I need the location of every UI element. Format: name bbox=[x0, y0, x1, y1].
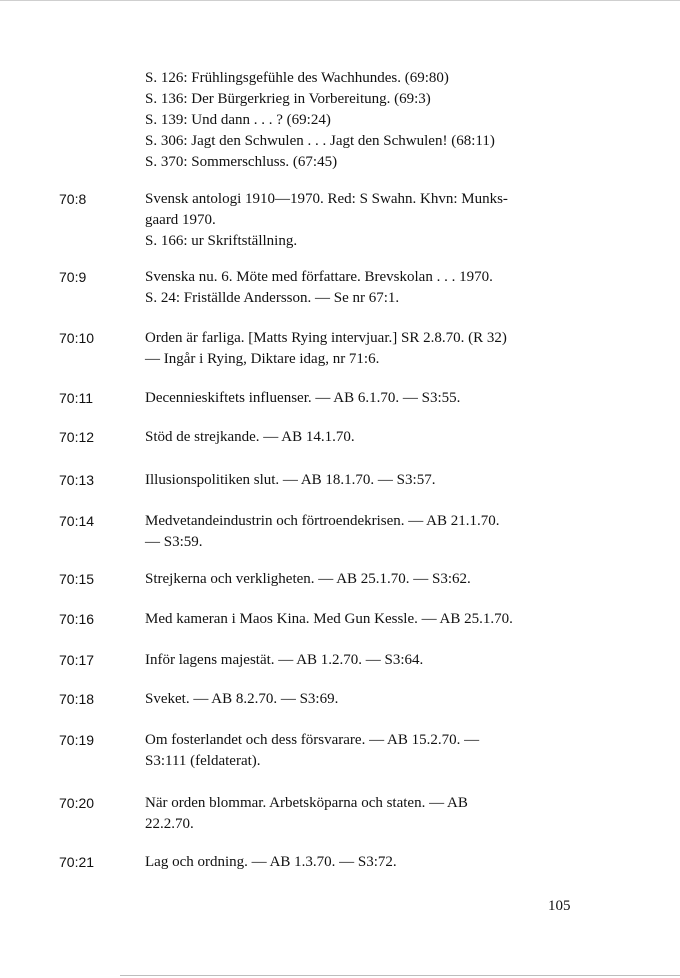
entry-text bbox=[145, 427, 575, 448]
entry-line: — S3:59. bbox=[145, 534, 203, 550]
entry-line: S. 24: Friställde Andersson. — Se nr 67:1. bbox=[145, 290, 400, 306]
entry-number: 70:21 bbox=[59, 854, 95, 870]
entry-line: S. 166: ur Skriftställning. bbox=[145, 233, 298, 249]
entry-text bbox=[145, 511, 575, 553]
entry-text bbox=[145, 852, 575, 873]
entry-number: 70:11 bbox=[59, 390, 93, 406]
page-number: 105 bbox=[548, 898, 571, 914]
entry-number: 70:10 bbox=[59, 330, 95, 346]
continuation-block bbox=[145, 68, 585, 173]
continuation-line: S. 126: Frühlingsgefühle des Wachhundes. (69:80) bbox=[145, 70, 449, 86]
continuation-line: S. 370: Sommerschluss. (67:45) bbox=[145, 154, 338, 170]
entry-line: Om fosterlandet och dess försvarare. — AB 15.2.70. — bbox=[145, 732, 480, 748]
entry-line: Medvetandeindustrin och förtroendekrisen. — AB 21.1.70. bbox=[145, 513, 500, 529]
entry-text bbox=[145, 569, 575, 590]
entry-line: Strejkerna och verkligheten. — AB 25.1.70. — S3:62. bbox=[145, 571, 471, 587]
entry-text bbox=[145, 267, 575, 309]
top-rule bbox=[0, 0, 680, 1]
entry-number: 70:16 bbox=[59, 611, 95, 627]
entry-number: 70:9 bbox=[59, 269, 87, 285]
entry-line: 22.2.70. bbox=[145, 816, 194, 832]
entry-text bbox=[145, 609, 575, 630]
entry-number: 70:14 bbox=[59, 513, 95, 529]
entry-number: 70:15 bbox=[59, 571, 95, 587]
entry-line: Inför lagens majestät. — AB 1.2.70. — S3:64. bbox=[145, 652, 424, 668]
continuation-line: S. 306: Jagt den Schwulen . . . Jagt den Schwulen! (68:11) bbox=[145, 133, 495, 149]
entry-line: Stöd de strejkande. — AB 14.1.70. bbox=[145, 429, 355, 445]
continuation-line: S. 139: Und dann . . . ? (69:24) bbox=[145, 112, 331, 128]
entry-line: Illusionspolitiken slut. — AB 18.1.70. — S3:57. bbox=[145, 472, 436, 488]
entry-text bbox=[145, 189, 575, 252]
entry-line: Svenska nu. 6. Möte med författare. Brevskolan . . . 1970. bbox=[145, 269, 493, 285]
entry-text bbox=[145, 470, 575, 491]
entry-text bbox=[145, 793, 575, 835]
entry-line: Sveket. — AB 8.2.70. — S3:69. bbox=[145, 691, 339, 707]
entry-line: När orden blommar. Arbetsköparna och staten. — AB bbox=[145, 795, 468, 811]
entry-number: 70:12 bbox=[59, 429, 95, 445]
entry-number: 70:18 bbox=[59, 691, 95, 707]
entry-line: S3:111 (feldaterat). bbox=[145, 753, 261, 769]
entry-line: Decennieskiftets influenser. — AB 6.1.70. — S3:55. bbox=[145, 390, 461, 406]
entry-text bbox=[145, 650, 575, 671]
entry-line: gaard 1970. bbox=[145, 212, 216, 228]
entry-number: 70:13 bbox=[59, 472, 95, 488]
continuation-line: S. 136: Der Bürgerkrieg in Vorbereitung. (69:3) bbox=[145, 91, 431, 107]
entry-line: Med kameran i Maos Kina. Med Gun Kessle. — AB 25.1.70. bbox=[145, 611, 513, 627]
entry-number: 70:17 bbox=[59, 652, 95, 668]
entry-text bbox=[145, 328, 575, 370]
entry-text bbox=[145, 689, 575, 710]
entry-line: Lag och ordning. — AB 1.3.70. — S3:72. bbox=[145, 854, 397, 870]
bottom-rule bbox=[120, 975, 680, 976]
entry-line: — Ingår i Rying, Diktare idag, nr 71:6. bbox=[145, 351, 380, 367]
entry-number: 70:20 bbox=[59, 795, 95, 811]
entry-line: Svensk antologi 1910—1970. Red: S Swahn. Khvn: Munks- bbox=[145, 191, 508, 207]
entry-number: 70:8 bbox=[59, 191, 87, 207]
entry-text bbox=[145, 388, 575, 409]
entry-line: Orden är farliga. [Matts Rying intervjuar.] SR 2.8.70. (R 32) bbox=[145, 330, 507, 346]
entry-number: 70:19 bbox=[59, 732, 95, 748]
entry-text bbox=[145, 730, 575, 772]
